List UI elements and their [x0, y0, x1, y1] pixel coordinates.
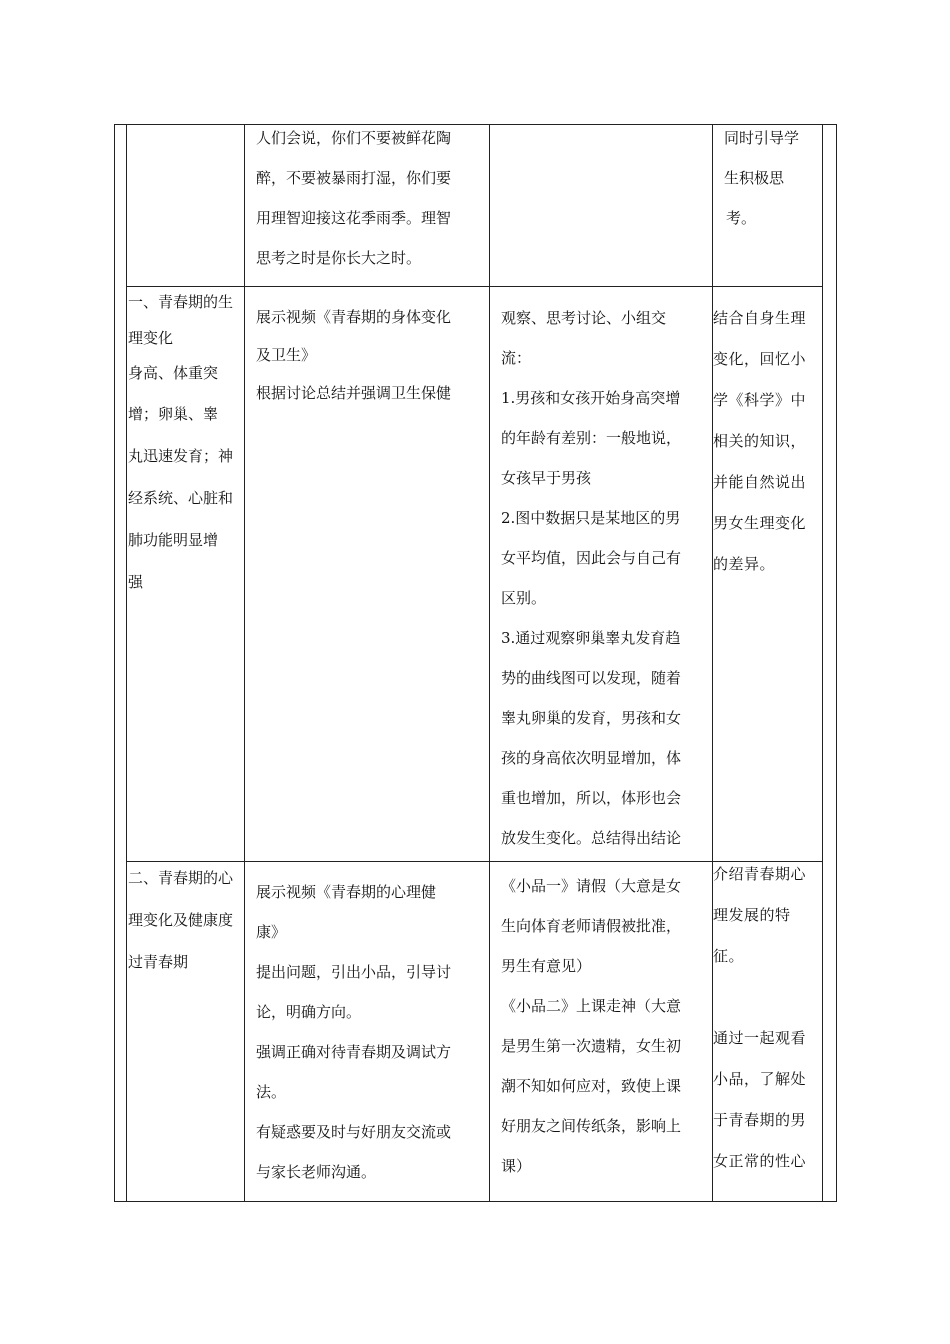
cell-line: 女正常的性心 [713, 1152, 807, 1170]
row2-intent-cell [713, 298, 806, 585]
cell-line: 学《科学》中 [713, 391, 807, 409]
cell-line: 展示视频《青春期的身体变化 [256, 308, 452, 326]
cell-line: 康》 [256, 923, 287, 941]
cell-line: 小品，了解处 [713, 1070, 807, 1088]
cell-line: 法。 [256, 1083, 287, 1101]
row2-content-cell [256, 298, 451, 412]
row3-activity-cell [501, 866, 681, 1186]
cell-line: 势的曲线图可以发现，随着 [501, 669, 682, 687]
cell-line: 区别。 [501, 589, 547, 607]
cell-line: 人们会说，你们不要被鲜花陶 [256, 129, 452, 147]
cell-line: 二、青春期的心 [128, 869, 234, 887]
cell-line: 女平均值，因此会与自己有 [501, 549, 682, 567]
cell-line: 征。 [713, 947, 745, 965]
cell-line: 3.通过观察卵巢睾丸发育趋 [501, 629, 681, 647]
cell-line: 1.男孩和女孩开始身高突增 [501, 389, 681, 407]
table-divider [114, 1201, 837, 1202]
cell-line: 《小品二》上课走神（大意 [501, 997, 682, 1015]
cell-line: 强 [128, 573, 144, 591]
cell-line: 理变化 [128, 329, 174, 347]
cell-line: 介绍青春期心 [713, 865, 807, 883]
cell-line: 流： [501, 349, 532, 367]
row1-content-cell [256, 118, 451, 278]
cell-line: 相关的知识， [713, 432, 807, 450]
row1-intent-cell [724, 118, 799, 238]
cell-line: 生向体育老师请假被批准， [501, 917, 682, 935]
cell-line: 一、青春期的生 [128, 293, 234, 311]
cell-line: 肺功能明显增 [128, 531, 219, 549]
cell-line: 睾丸卵巢的发育，男孩和女 [501, 709, 682, 727]
cell-line [713, 977, 806, 1018]
row3-intent-cell [713, 854, 806, 1182]
cell-line: 孩的身高依次明显增加，体 [501, 749, 682, 767]
cell-line: 及卫生》 [256, 346, 317, 364]
cell-line: 2.图中数据只是某地区的男 [501, 509, 681, 527]
cell-line: 增；卵巢、睾 [128, 405, 219, 423]
row2-topic-cell [128, 281, 233, 603]
cell-line: 并能自然说出 [713, 473, 807, 491]
cell-line: 结合自身生理 [713, 309, 807, 327]
cell-line: 思考之时是你长大之时。 [256, 249, 422, 267]
cell-line: 强调正确对待青春期及调试方 [256, 1043, 452, 1061]
cell-line: 好朋友之间传纸条，影响上 [501, 1117, 682, 1135]
cell-line: 展示视频《青春期的心理健 [256, 883, 437, 901]
cell-line: 生积极思 [724, 169, 785, 187]
cell-line: 通过一起观看 [713, 1029, 807, 1047]
cell-line: 有疑惑要及时与好朋友交流或 [256, 1123, 452, 1141]
cell-line: 过青春期 [128, 953, 189, 971]
cell-line: 理变化及健康度 [128, 911, 234, 929]
cell-line: 经系统、心脏和 [128, 489, 234, 507]
cell-line: 醉，不要被暴雨打湿，你们要 [256, 169, 452, 187]
cell-line: 根据讨论总结并强调卫生保健 [256, 384, 452, 402]
cell-line: 身高、体重突 [128, 364, 219, 382]
cell-line: 变化，回忆小 [713, 350, 807, 368]
cell-line: 放发生变化。总结得出结论 [501, 829, 682, 847]
cell-line: 论，明确方向。 [256, 1003, 362, 1021]
cell-line: 考。 [726, 209, 757, 227]
cell-line: 与家长老师沟通。 [256, 1163, 377, 1181]
row2-activity-cell [501, 298, 681, 858]
cell-line: 课） [501, 1157, 532, 1175]
cell-line: 用理智迎接这花季雨季。理智 [256, 209, 452, 227]
cell-line: 女孩早于男孩 [501, 469, 592, 487]
cell-line: 男女生理变化 [713, 514, 807, 532]
cell-line: 提出问题，引出小品，引导讨 [256, 963, 452, 981]
cell-line: 理发展的特 [713, 906, 791, 924]
cell-line: 重也增加，所以，体形也会 [501, 789, 682, 807]
cell-line: 的差异。 [713, 555, 776, 573]
row3-topic-cell [128, 857, 233, 983]
cell-line: 男生有意见） [501, 957, 592, 975]
cell-line: 的年龄有差别：一般地说， [501, 429, 682, 447]
cell-line: 观察、思考讨论、小组交 [501, 309, 667, 327]
cell-line: 《小品一》请假（大意是女 [501, 877, 682, 895]
cell-line: 是男生第一次遗精，女生初 [501, 1037, 682, 1055]
cell-line: 潮不知如何应对，致使上课 [501, 1077, 682, 1095]
row3-content-cell [256, 872, 451, 1192]
cell-line: 于青春期的男 [713, 1111, 807, 1129]
cell-line: 丸迅速发育；神 [128, 447, 234, 465]
cell-line: 同时引导学 [724, 129, 800, 147]
